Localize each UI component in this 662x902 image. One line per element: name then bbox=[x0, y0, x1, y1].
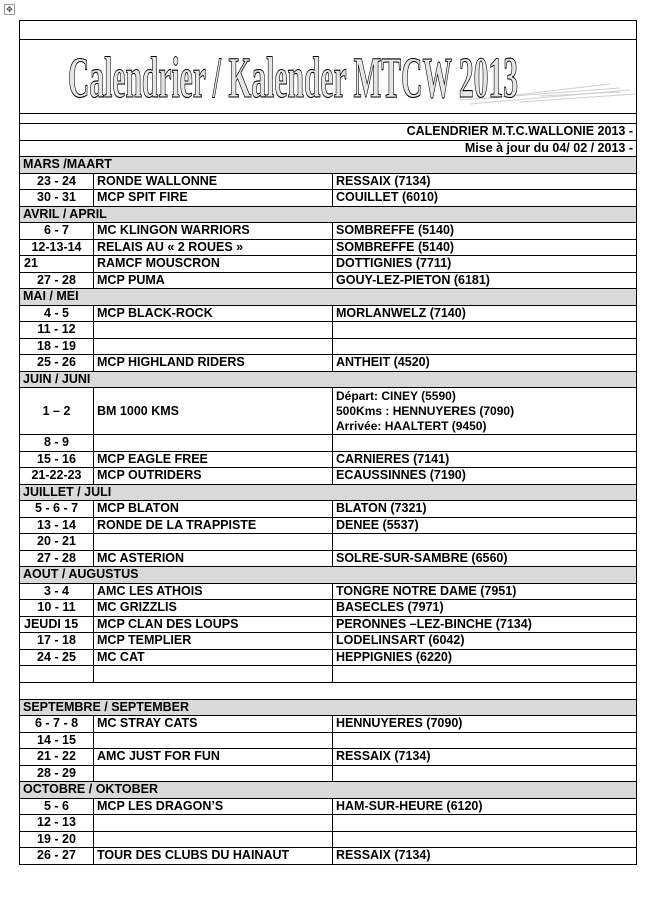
event-location: DOTTIGNIES (7711) bbox=[333, 256, 637, 273]
event-location: GOUY-LEZ-PIETON (6181) bbox=[333, 272, 637, 289]
event-date: 12 - 13 bbox=[20, 815, 94, 832]
table-row bbox=[20, 666, 637, 683]
event-date: 11 - 12 bbox=[20, 322, 94, 339]
month-label: JUIN / JUNI bbox=[20, 371, 637, 388]
month-label: AVRIL / APRIL bbox=[20, 206, 637, 223]
table-row bbox=[20, 305, 637, 322]
location-line: Arrivée: HAALTERT (9450) bbox=[336, 418, 487, 433]
event-date: 20 - 21 bbox=[20, 534, 94, 551]
table-row bbox=[20, 173, 637, 190]
event-name: MCP BLACK-ROCK bbox=[94, 305, 333, 322]
month-header bbox=[20, 157, 637, 174]
header-row-2 bbox=[20, 140, 637, 157]
event-location: LODELINSART (6042) bbox=[333, 633, 637, 650]
month-label: MARS /MAART bbox=[20, 157, 637, 174]
table-row bbox=[20, 716, 637, 733]
event-name: BM 1000 KMS bbox=[94, 388, 333, 435]
table-row bbox=[20, 633, 637, 650]
event-date: 8 - 9 bbox=[20, 435, 94, 452]
month-header bbox=[20, 206, 637, 223]
event-location: CARNIERES (7141) bbox=[333, 451, 637, 468]
event-location: SOMBREFFE (5140) bbox=[333, 223, 637, 240]
event-name bbox=[94, 666, 333, 683]
event-date: 14 - 15 bbox=[20, 732, 94, 749]
table-row bbox=[20, 815, 637, 832]
table-row bbox=[20, 649, 637, 666]
event-location: HENNUYERES (7090) bbox=[333, 716, 637, 733]
month-header bbox=[20, 289, 637, 306]
table-row bbox=[20, 600, 637, 617]
event-date: 6 - 7 - 8 bbox=[20, 716, 94, 733]
spacer-row bbox=[20, 682, 637, 699]
table-row bbox=[20, 239, 637, 256]
event-date: 23 - 24 bbox=[20, 173, 94, 190]
month-label: SEPTEMBRE / SEPTEMBER bbox=[20, 699, 637, 716]
event-location: COUILLET (6010) bbox=[333, 190, 637, 207]
event-date: 19 - 20 bbox=[20, 831, 94, 848]
event-location: BLATON (7321) bbox=[333, 501, 637, 518]
table-row bbox=[20, 501, 637, 518]
event-location: RESSAIX (7134) bbox=[333, 173, 637, 190]
move-handle-icon[interactable]: ✥ bbox=[4, 4, 15, 15]
table-row bbox=[20, 322, 637, 339]
event-name: MCP OUTRIDERS bbox=[94, 468, 333, 485]
table-row bbox=[20, 256, 637, 273]
event-name: RELAIS AU « 2 ROUES » bbox=[94, 239, 333, 256]
event-location bbox=[333, 534, 637, 551]
table-row bbox=[20, 468, 637, 485]
month-header bbox=[20, 567, 637, 584]
event-location bbox=[333, 666, 637, 683]
table-row bbox=[20, 388, 637, 435]
event-date: 10 - 11 bbox=[20, 600, 94, 617]
event-name: RONDE DE LA TRAPPISTE bbox=[94, 517, 333, 534]
event-name: MCP LES DRAGON’S bbox=[94, 798, 333, 815]
calendar-frame bbox=[19, 20, 636, 896]
table-row bbox=[20, 848, 637, 865]
event-date: 6 - 7 bbox=[20, 223, 94, 240]
event-name: MC ASTERION bbox=[94, 550, 333, 567]
gap-row bbox=[20, 114, 637, 124]
wordart-title bbox=[20, 40, 637, 113]
event-location: HAM-SUR-HEURE (6120) bbox=[333, 798, 637, 815]
event-location bbox=[333, 732, 637, 749]
header-row-1 bbox=[20, 124, 637, 141]
event-name: MC GRIZZLIS bbox=[94, 600, 333, 617]
event-location bbox=[333, 338, 637, 355]
event-date: 5 - 6 - 7 bbox=[20, 501, 94, 518]
event-date: 30 - 31 bbox=[20, 190, 94, 207]
event-date: 4 - 5 bbox=[20, 305, 94, 322]
page-title: Calendrier / Kalender MTCW 2013 bbox=[68, 45, 518, 110]
header-line-1: CALENDRIER M.T.C.WALLONIE 2013 - bbox=[20, 124, 637, 141]
event-location: MORLANWELZ (7140) bbox=[333, 305, 637, 322]
event-date: 3 - 4 bbox=[20, 583, 94, 600]
event-name: MC STRAY CATS bbox=[94, 716, 333, 733]
location-line: Départ: CINEY (5590) bbox=[336, 388, 456, 403]
month-label: AOUT / AUGUSTUS bbox=[20, 567, 637, 584]
table-row bbox=[20, 583, 637, 600]
event-name: RONDE WALLONNE bbox=[94, 173, 333, 190]
event-location: TONGRE NOTRE DAME (7951) bbox=[333, 583, 637, 600]
table-row bbox=[20, 749, 637, 766]
table-row bbox=[20, 272, 637, 289]
table-row bbox=[20, 338, 637, 355]
calendar-table bbox=[19, 20, 637, 865]
table-row bbox=[20, 190, 637, 207]
event-name bbox=[94, 815, 333, 832]
event-location bbox=[333, 388, 637, 435]
event-date: 25 - 26 bbox=[20, 355, 94, 372]
event-name: MC CAT bbox=[94, 649, 333, 666]
event-date: 5 - 6 bbox=[20, 798, 94, 815]
event-name: AMC LES ATHOIS bbox=[94, 583, 333, 600]
title-row bbox=[20, 40, 637, 114]
event-name: MCP TEMPLIER bbox=[94, 633, 333, 650]
event-location bbox=[333, 322, 637, 339]
event-name bbox=[94, 831, 333, 848]
event-date: 24 - 25 bbox=[20, 649, 94, 666]
table-row bbox=[20, 616, 637, 633]
event-location bbox=[333, 435, 637, 452]
event-date: 21 bbox=[20, 256, 94, 273]
month-header bbox=[20, 782, 637, 799]
event-name: MC KLINGON WARRIORS bbox=[94, 223, 333, 240]
event-date: 13 - 14 bbox=[20, 517, 94, 534]
event-name: MCP PUMA bbox=[94, 272, 333, 289]
event-date bbox=[20, 666, 94, 683]
table-row bbox=[20, 435, 637, 452]
event-date: 12-13-14 bbox=[20, 239, 94, 256]
event-name bbox=[94, 732, 333, 749]
event-location: BASECLES (7971) bbox=[333, 600, 637, 617]
month-label: MAI / MEI bbox=[20, 289, 637, 306]
table-row bbox=[20, 765, 637, 782]
event-date: 15 - 16 bbox=[20, 451, 94, 468]
header-line-2: Mise à jour du 04/ 02 / 2013 - bbox=[20, 140, 637, 157]
event-location: SOLRE-SUR-SAMBRE (6560) bbox=[333, 550, 637, 567]
table-row bbox=[20, 517, 637, 534]
event-name: MCP CLAN DES LOUPS bbox=[94, 616, 333, 633]
event-location: PERONNES –LEZ-BINCHE (7134) bbox=[333, 616, 637, 633]
event-name bbox=[94, 765, 333, 782]
event-location: RESSAIX (7134) bbox=[333, 749, 637, 766]
title-cell bbox=[20, 40, 637, 114]
table-row bbox=[20, 550, 637, 567]
event-name: MCP EAGLE FREE bbox=[94, 451, 333, 468]
event-location bbox=[333, 765, 637, 782]
blank-row bbox=[20, 21, 637, 40]
table-row bbox=[20, 534, 637, 551]
event-location: HEPPIGNIES (6220) bbox=[333, 649, 637, 666]
event-date: 27 - 28 bbox=[20, 550, 94, 567]
event-name: MCP HIGHLAND RIDERS bbox=[94, 355, 333, 372]
event-name bbox=[94, 435, 333, 452]
event-date: 18 - 19 bbox=[20, 338, 94, 355]
table-row bbox=[20, 798, 637, 815]
event-location: DENEE (5537) bbox=[333, 517, 637, 534]
table-row bbox=[20, 355, 637, 372]
event-name: MCP BLATON bbox=[94, 501, 333, 518]
event-date: JEUDI 15 bbox=[20, 616, 94, 633]
event-name: RAMCF MOUSCRON bbox=[94, 256, 333, 273]
event-location: ANTHEIT (4520) bbox=[333, 355, 637, 372]
event-date: 26 - 27 bbox=[20, 848, 94, 865]
event-location bbox=[333, 815, 637, 832]
event-name: MCP SPIT FIRE bbox=[94, 190, 333, 207]
table-row bbox=[20, 451, 637, 468]
event-location: ECAUSSINNES (7190) bbox=[333, 468, 637, 485]
event-date: 17 - 18 bbox=[20, 633, 94, 650]
event-location: SOMBREFFE (5140) bbox=[333, 239, 637, 256]
location-line: 500Kms : HENNUYERES (7090) bbox=[336, 403, 515, 418]
table-row bbox=[20, 732, 637, 749]
table-row bbox=[20, 223, 637, 240]
event-name bbox=[94, 534, 333, 551]
event-date: 1 – 2 bbox=[20, 388, 94, 435]
event-date: 27 - 28 bbox=[20, 272, 94, 289]
table-row bbox=[20, 831, 637, 848]
event-location: RESSAIX (7134) bbox=[333, 848, 637, 865]
event-name bbox=[94, 322, 333, 339]
month-label: JUILLET / JULI bbox=[20, 484, 637, 501]
event-name: AMC JUST FOR FUN bbox=[94, 749, 333, 766]
month-header bbox=[20, 371, 637, 388]
month-header bbox=[20, 484, 637, 501]
event-date: 28 - 29 bbox=[20, 765, 94, 782]
event-name bbox=[94, 338, 333, 355]
event-date: 21-22-23 bbox=[20, 468, 94, 485]
event-name: TOUR DES CLUBS DU HAINAUT bbox=[94, 848, 333, 865]
event-date: 21 - 22 bbox=[20, 749, 94, 766]
month-header bbox=[20, 699, 637, 716]
event-location bbox=[333, 831, 637, 848]
month-label: OCTOBRE / OKTOBER bbox=[20, 782, 637, 799]
